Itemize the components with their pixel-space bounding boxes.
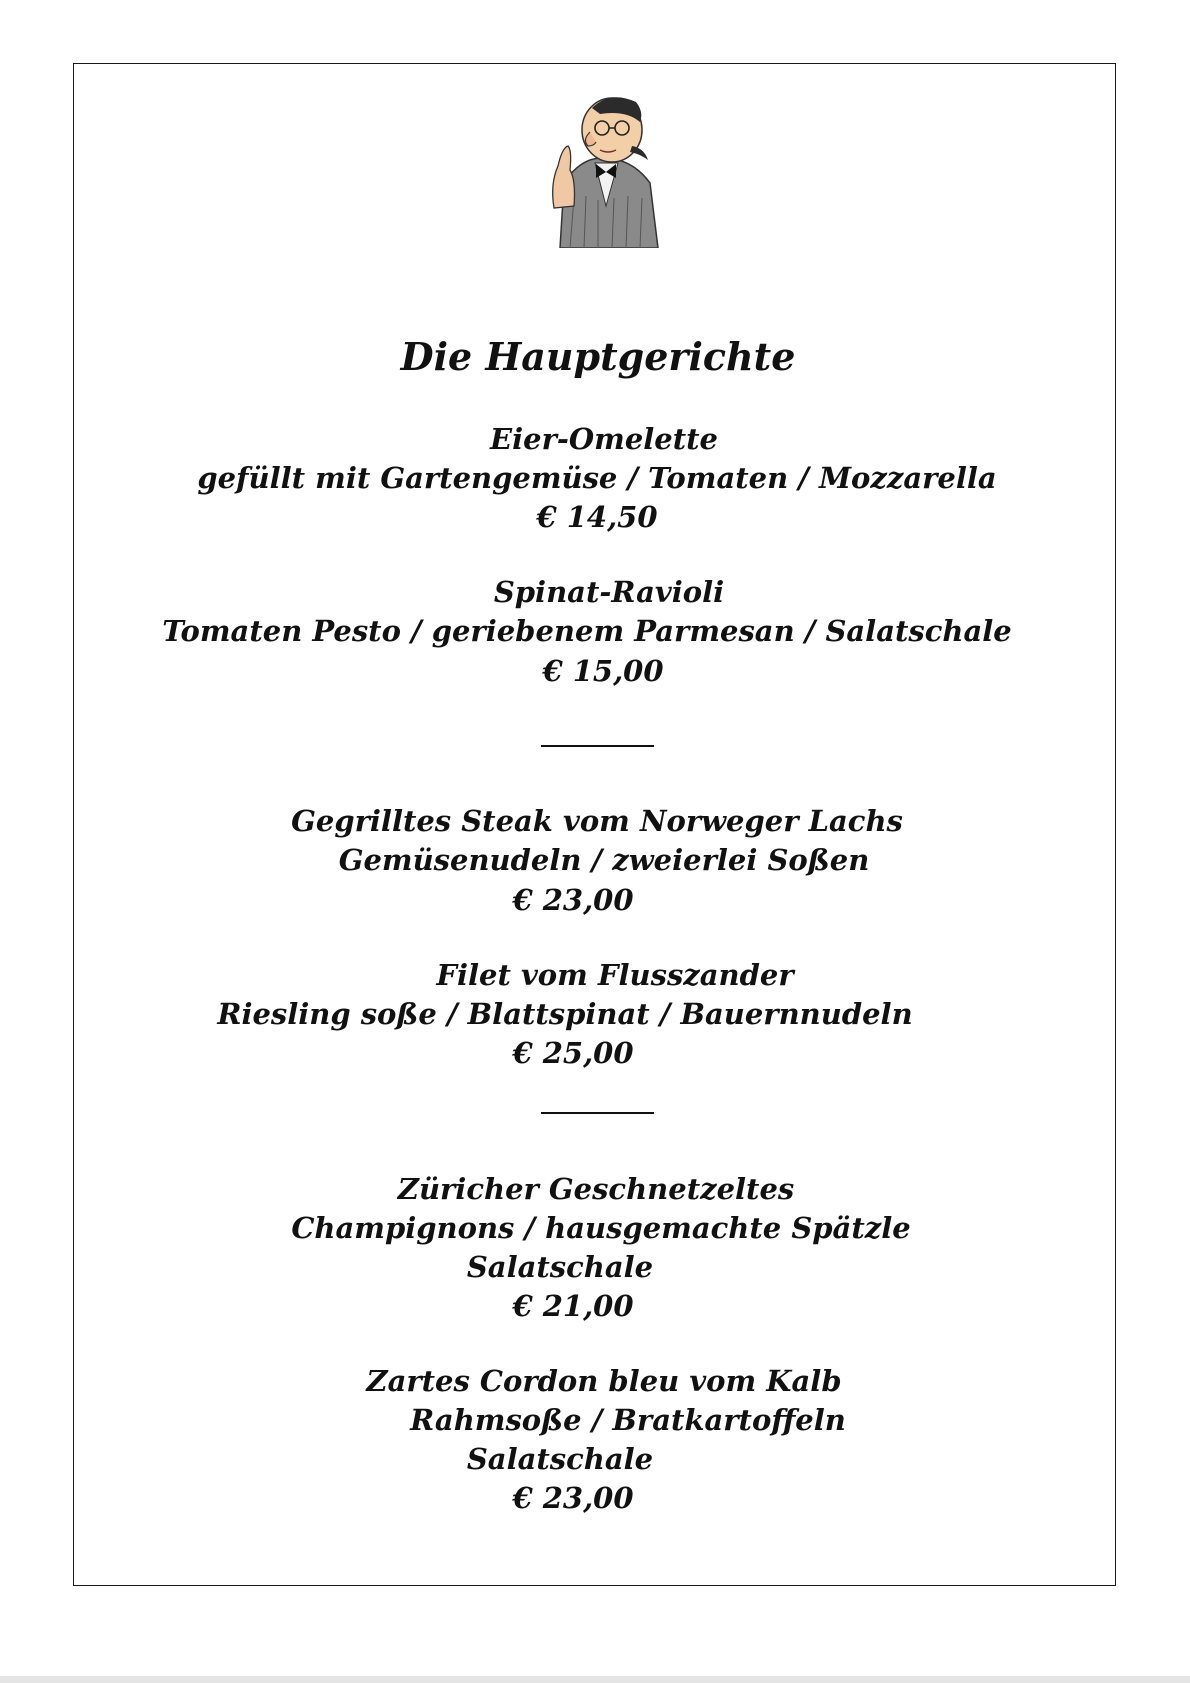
viewer-bottom-edge bbox=[0, 1676, 1190, 1683]
dish-price: € 23,00 bbox=[512, 1481, 634, 1515]
dish-name: Gegrilltes Steak vom Norweger Lachs bbox=[291, 804, 903, 838]
dish-details: Champignons / hausgemachte Spätzle bbox=[291, 1211, 911, 1245]
dish-details: gefüllt mit Gartengemüse / Tomaten / Mozzarella bbox=[197, 461, 997, 495]
dish-price: € 25,00 bbox=[512, 1036, 634, 1070]
dish-details: Salatschale bbox=[466, 1250, 654, 1284]
dish-details: Gemüsenudeln / zweierlei Soßen bbox=[338, 843, 870, 877]
waiter-caricature-illustration bbox=[540, 88, 670, 248]
dish-details: Rahmsoße / Bratkartoffeln bbox=[410, 1403, 846, 1437]
dish-price: € 23,00 bbox=[512, 883, 634, 917]
dish-name: Zartes Cordon bleu vom Kalb bbox=[366, 1364, 842, 1398]
section-divider bbox=[541, 1112, 654, 1114]
section-divider bbox=[541, 745, 654, 747]
page-title: Die Hauptgerichte bbox=[400, 334, 796, 379]
dish-name: Filet vom Flusszander bbox=[436, 958, 794, 992]
dish-price: € 15,00 bbox=[542, 654, 664, 688]
dish-name: Spinat-Ravioli bbox=[493, 575, 725, 609]
dish-name: Züricher Geschnetzeltes bbox=[397, 1172, 795, 1206]
dish-details: Tomaten Pesto / geriebenem Parmesan / Salatschale bbox=[162, 614, 1012, 648]
dish-price: € 14,50 bbox=[536, 500, 658, 534]
dish-price: € 21,00 bbox=[512, 1289, 634, 1323]
dish-details: Salatschale bbox=[466, 1442, 654, 1476]
dish-details: Riesling soße / Blattspinat / Bauernnudeln bbox=[217, 997, 913, 1031]
dish-name: Eier-Omelette bbox=[490, 422, 718, 456]
